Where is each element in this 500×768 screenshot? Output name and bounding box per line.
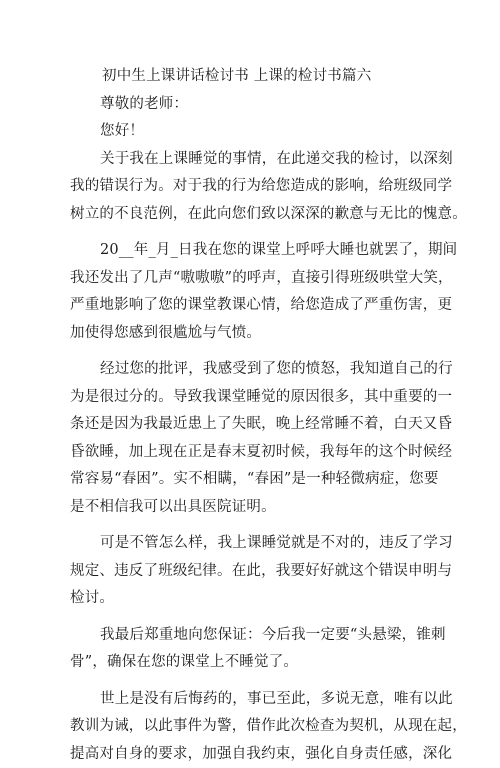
paragraph-4 <box>70 530 430 613</box>
paragraph-1 <box>70 146 430 229</box>
paragraph-line: 20__年_月_日我在您的课堂上呼呼大睡也就罢了，期间 <box>70 237 430 265</box>
paragraph-gap <box>70 521 430 530</box>
paragraph-gap <box>70 228 430 237</box>
paragraph-line: 世上是没有后悔药的，事已至此，多说无意，唯有以此 <box>70 686 430 714</box>
paragraph-5 <box>70 622 430 677</box>
paragraph-line: 提高对自身的要求，加强自我约束，强化自身责任感，深化 <box>70 741 430 768</box>
document-body <box>70 63 430 768</box>
paragraph-line: 加使得您感到很尴尬与气愤。 <box>70 320 430 348</box>
paragraph-gap <box>70 347 430 356</box>
paragraph-line: 我最后郑重地向您保证：今后我一定要“头悬梁，锥刺 <box>70 622 430 650</box>
paragraph-3 <box>70 356 430 521</box>
paragraph-line: 可是不管怎么样，我上课睡觉就是不对的，违反了学习 <box>70 530 430 558</box>
greeting: 您好！ <box>70 118 430 146</box>
paragraph-line: 骨”，确保在您的课堂上不睡觉了。 <box>70 649 430 677</box>
paragraph-line: 树立的不良范例，在此向您们致以深深的歉意与无比的愧意。 <box>70 201 430 229</box>
paragraph-line: 我的错误行为。对于我的行为给您造成的影响，给班级同学 <box>70 173 430 201</box>
paragraph-line: 关于我在上课睡觉的事情，在此递交我的检讨，以深刻 <box>70 146 430 174</box>
paragraph-line: 教训为诫，以此事件为警，借作此次检查为契机，从现在起， <box>70 713 430 741</box>
paragraph-gap <box>70 677 430 686</box>
paragraph-line: 常容易“春困”。实不相瞒，“春困”是一种轻微病症，您要 <box>70 466 430 494</box>
paragraph-6 <box>70 686 430 768</box>
paragraph-line: 严重地影响了您的课堂教课心情，给您造成了严重伤害，更 <box>70 292 430 320</box>
paragraph-line: 我还发出了几声“嗷嗷嗷”的呼声，直接引得班级哄堂大笑， <box>70 265 430 293</box>
paragraph-line: 经过您的批评，我感受到了您的愤怒，我知道自己的行 <box>70 356 430 384</box>
paragraph-line: 规定、违反了班级纪律。在此，我要好好就这个错误申明与 <box>70 558 430 586</box>
paragraph-line: 为是很过分的。导致我课堂睡觉的原因很多，其中重要的一 <box>70 384 430 412</box>
paragraph-line: 昏欲睡，加上现在正是春末夏初时候，我每年的这个时候经 <box>70 439 430 467</box>
paragraph-line: 检讨。 <box>70 585 430 613</box>
document-title: 初中生上课讲话检讨书 上课的检讨书篇六 <box>70 63 430 91</box>
salutation: 尊敬的老师： <box>70 91 430 119</box>
paragraph-gap <box>70 613 430 622</box>
paragraph-line: 条还是因为我最近患上了失眠，晚上经常睡不着，白天又昏 <box>70 411 430 439</box>
paragraph-2 <box>70 237 430 347</box>
paragraph-line: 是不相信我可以出具医院证明。 <box>70 494 430 522</box>
